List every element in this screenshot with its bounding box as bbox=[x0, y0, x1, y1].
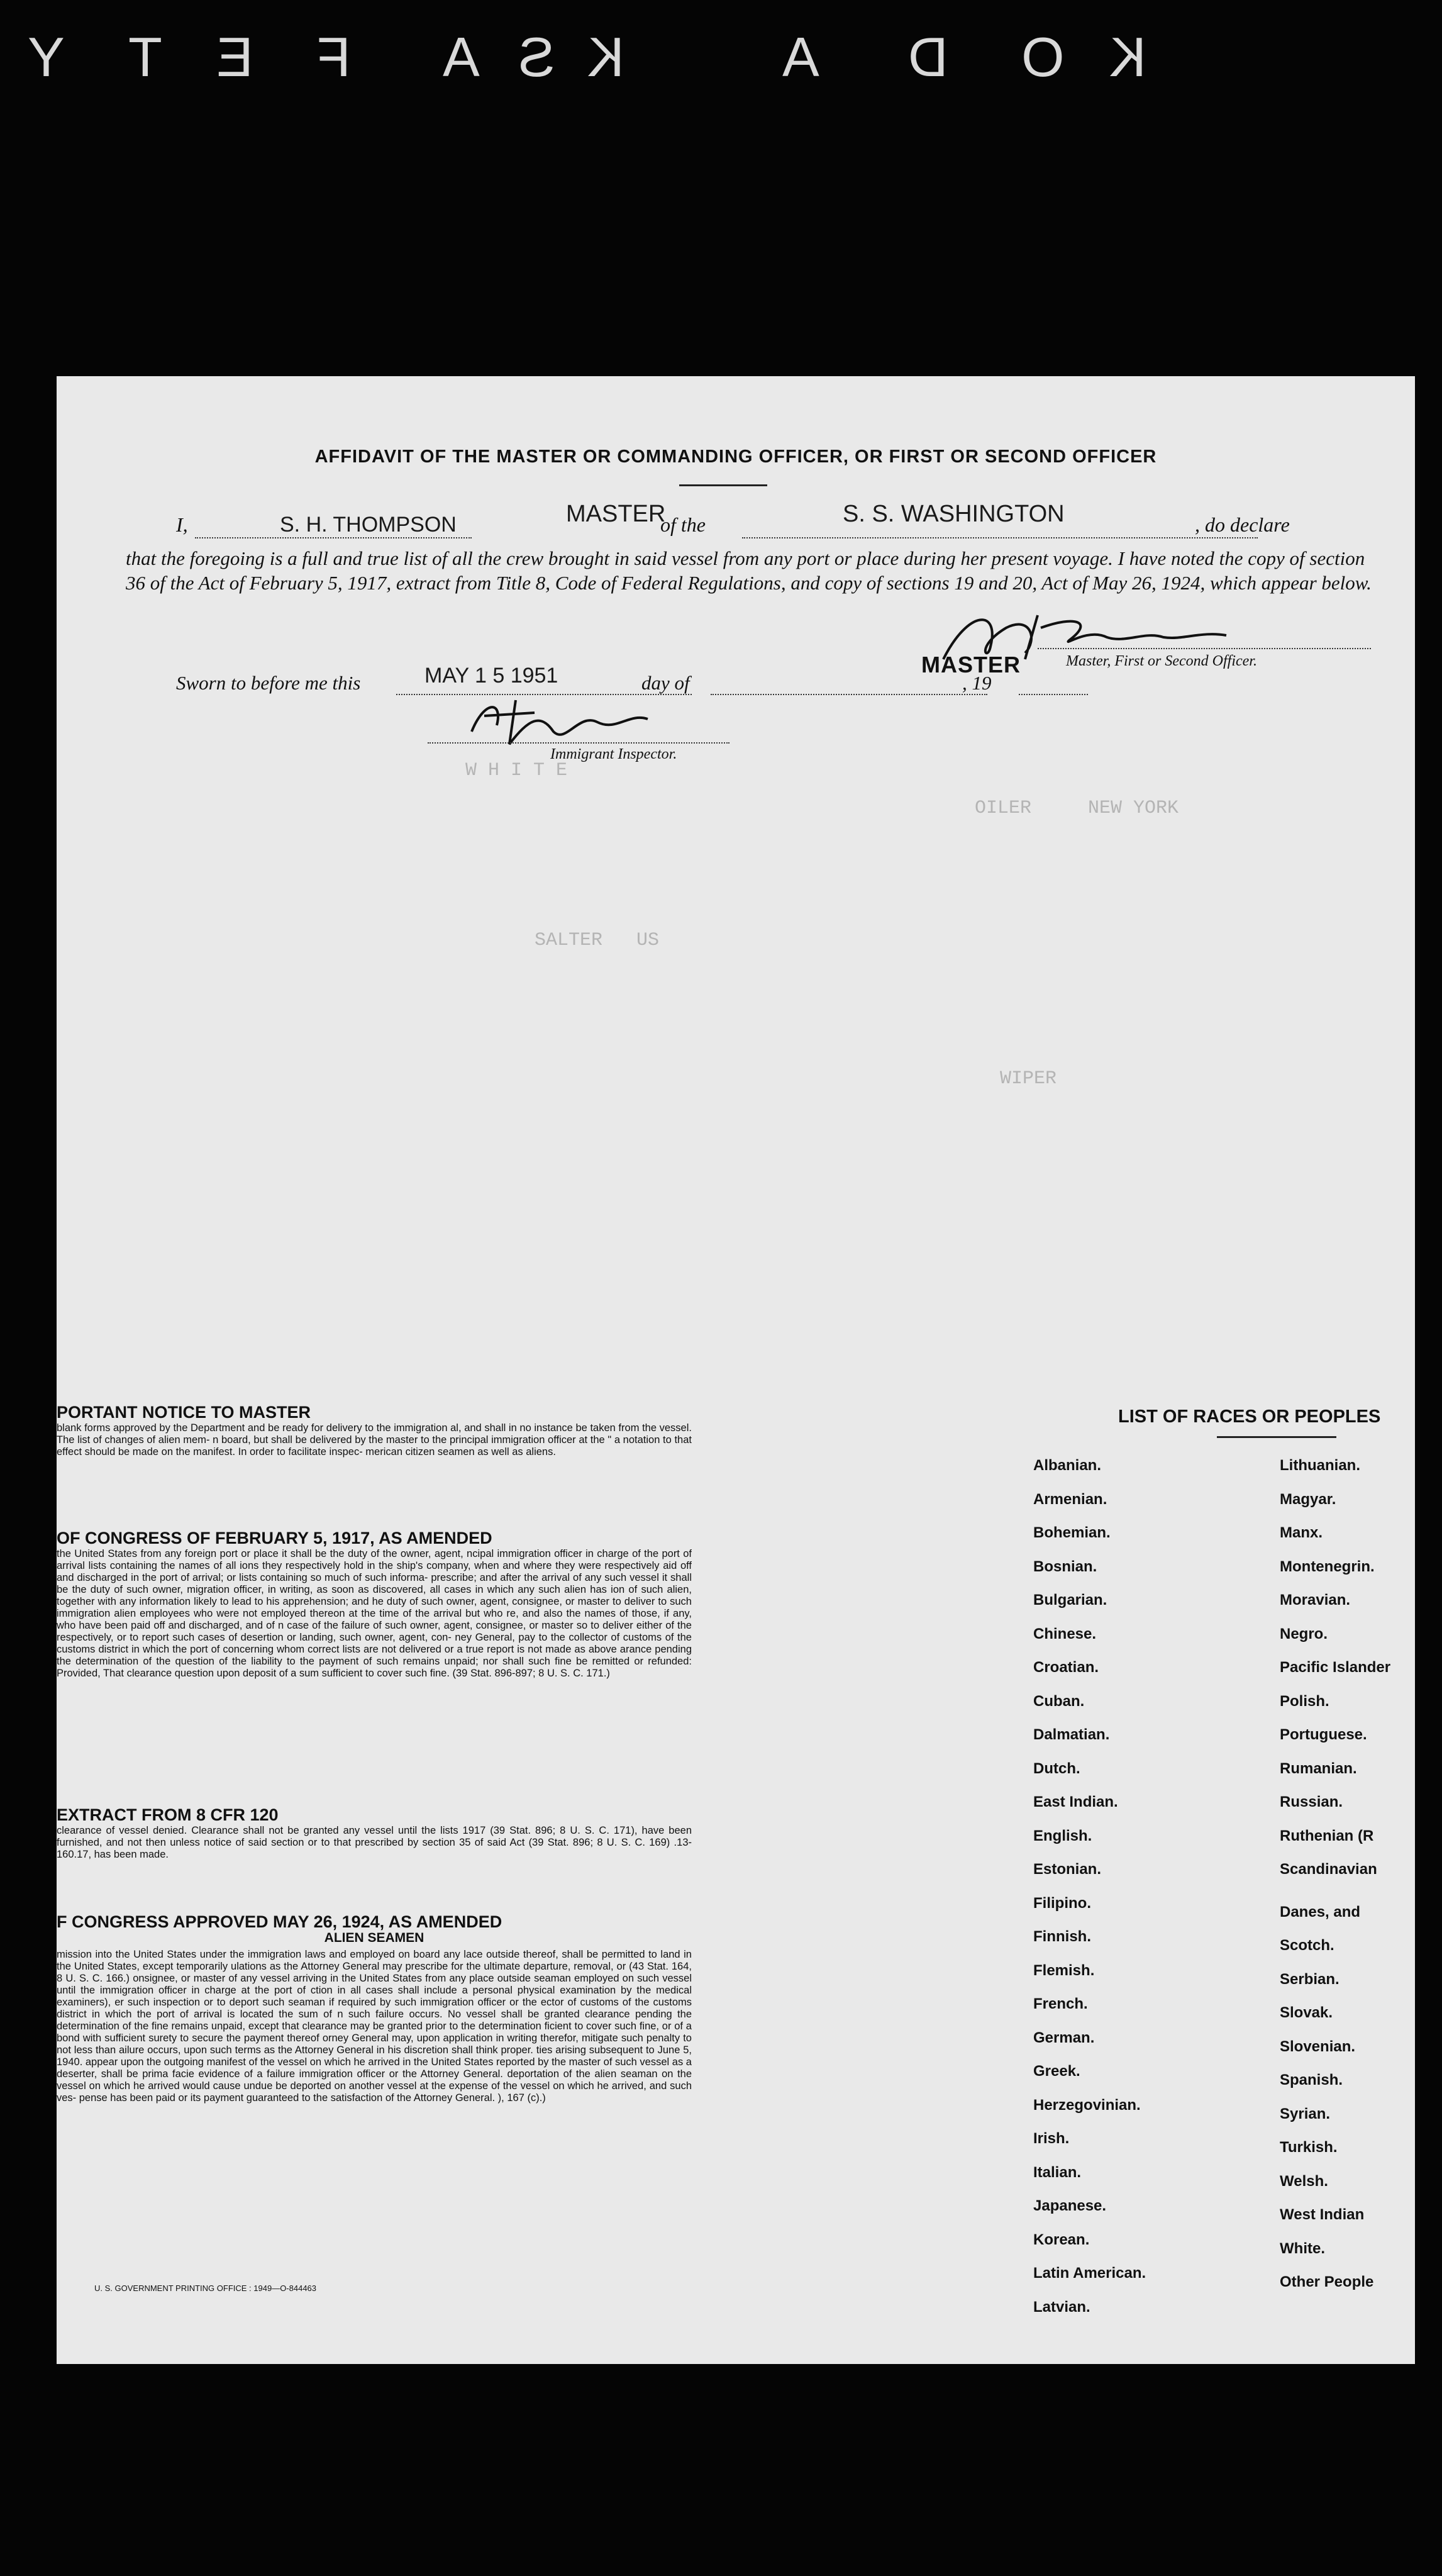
race-item: Slovak. bbox=[1280, 2004, 1333, 2021]
cfr-title: EXTRACT FROM 8 CFR 120 bbox=[57, 1805, 279, 1824]
race-item: Magyar. bbox=[1280, 1490, 1336, 1508]
notice-title: PORTANT NOTICE TO MASTER bbox=[57, 1403, 311, 1422]
month-underline bbox=[711, 694, 987, 695]
film-edge-letter: F bbox=[314, 26, 351, 88]
races-title: LIST OF RACES OR PEOPLES bbox=[1118, 1407, 1381, 1427]
name-underline bbox=[195, 537, 472, 538]
race-item: Albanian. bbox=[1033, 1457, 1102, 1474]
race-item: Greek. bbox=[1033, 2063, 1080, 2080]
sworn-date-stamp: MAY 1 5 1951 bbox=[424, 664, 558, 688]
race-item: Russian. bbox=[1280, 1793, 1343, 1810]
bleed-through-text: WIPER bbox=[1000, 1068, 1057, 1090]
race-item: Scotch. bbox=[1280, 1937, 1334, 1954]
vessel-name: S. S. WASHINGTON bbox=[843, 501, 1065, 527]
signature-title-stamp: MASTER bbox=[921, 652, 1021, 677]
title-divider bbox=[679, 484, 767, 486]
race-item: Portuguese. bbox=[1280, 1726, 1367, 1743]
affidavit-title: AFFIDAVIT OF THE MASTER OR COMMANDING OFFICER, OR FIRST OR SECOND OFFICER bbox=[314, 447, 1157, 467]
race-item: East Indian. bbox=[1033, 1793, 1118, 1810]
race-item: Dalmatian. bbox=[1033, 1726, 1110, 1743]
of-the-label: of the bbox=[660, 513, 706, 536]
declaration-line bbox=[176, 513, 188, 537]
act-1917-text: the United States from any foreign port or place it shall be the duty of the owner, agent, ncipal immigration officer in charge of the port of arrival lists containing the names of all ions they respectively hold in the ship's company, when and where they were respectively aid off and discharged in the port of arrival; or lists containing so much of such informa- prescribe; and after the arrival of any such vessel it shall be the duty of such owner, migration officer, in writing, as soon as discovered, all cases in which any such alien has ion of such alien, together with any information likely to lead to his apprehension; and he duty of such owner, agent, consignee, or master to deliver to such immigration alien employees who were not employed thereon at the time of the arrival but who re, and also the names of those, if any, who have been paid off and discharged, and of n case of the failure of such owner, agent, consignee, or master so to deliver either of the respectively, or to report such cases of desertion or landing, such owner, agent, con- ney General, pay to the collector of customs of the customs district in which the port of concerning whom correct lists are not delivered or a true report is not made as above arance pending the determination of the question of the liability to the payment of such remains unpaid; nor shall such fine be remitted or refunded: Provided, That clearance question upon deposit of a sum sufficient to cover such fine. (39 Stat. 896-897; 8 U. S. C. 171.) bbox=[57, 1548, 692, 1679]
inspector-caption: Immigrant Inspector. bbox=[550, 746, 677, 762]
film-edge-letter: A bbox=[440, 26, 480, 88]
race-item: West Indian bbox=[1280, 2206, 1365, 2223]
act-1924-subtitle: ALIEN SEAMEN bbox=[324, 1931, 424, 1945]
film-edge-letter: O bbox=[1019, 26, 1065, 88]
bleed-through-text: SALTER US bbox=[535, 930, 660, 951]
race-item: English. bbox=[1033, 1827, 1092, 1844]
act-1924-title: F CONGRESS APPROVED MAY 26, 1924, AS AMENDED bbox=[57, 1912, 502, 1931]
signature-caption: Master, First or Second Officer. bbox=[1066, 653, 1257, 669]
race-item: Finnish. bbox=[1033, 1928, 1091, 1945]
race-item: Irish. bbox=[1033, 2130, 1070, 2147]
act-1924-text: mission into the United States under the immigration laws and employed on board any lace outside thereof, shall be permitted to land in the United States, except temporarily ulations as the Attorney General may prescribe for the ultimate departure, removal, or (43 Stat. 164, 8 U. S. C. 166.) onsignee, or master of any vessel arriving in the United States from any place outside seaman employed on such vessel until the immigration officer in charge at the port of ction in all cases shall include a personal physical examination by the medical examiners), er such inspection or to deport such seaman if required by such immigration officer or the ector of customs of the customs district in which the port of arrival is located the sum of n such failure occurs. No vessel shall be granted clearance pending the determination of the fine remains unpaid, except that clearance may be granted prior to the determination ficient to cover such fine, or of a bond with sufficient surety to secure the payment thereof orney General may, upon application in writing therefor, mitigate such penalty to not less than ailure occurs, upon such terms as the Attorney General in his discretion shall think proper. ties arising subsequent to June 5, 1940. appear upon the outgoing manifest of the vessel on which he arrived in the United States reported by the master of such vessel as a deserter, shall be prima facie evidence of a failure immigration officer or the Attorney General. deportation of the alien seaman on the vessel on which he arrived would cause undue be deported on another vessel at the expense of the vessel on which he arrived, and such ves- pense has been paid or its payment guaranteed to the satisfaction of the Attorney General. ), 167 (c).) bbox=[57, 1949, 692, 2104]
race-item: Montenegrin. bbox=[1280, 1558, 1375, 1575]
act-1917-title: OF CONGRESS OF FEBRUARY 5, 1917, AS AMENDED bbox=[57, 1529, 492, 1547]
races-divider bbox=[1217, 1436, 1336, 1438]
notice-text: blank forms approved by the Department and be ready for delivery to the immigration al, and shall in no instance be taken from the vessel. The list of changes of alien mem- n board, but shall be delivered by the master to the principal immigration officer at the " a notation to that effect should be made on the manifest. In order to facilitate inspec- merican citizen seamen as well as aliens. bbox=[57, 1422, 692, 1458]
race-item: Latvian. bbox=[1033, 2298, 1090, 2316]
printing-office-line: U. S. GOVERNMENT PRINTING OFFICE : 1949—O-844463 bbox=[94, 2283, 317, 2293]
race-item: Korean. bbox=[1033, 2231, 1090, 2248]
year-prefix: , 19 bbox=[962, 672, 992, 694]
bleed-through-text: W H I T E bbox=[465, 760, 568, 781]
race-item: White. bbox=[1280, 2239, 1325, 2257]
race-item: Bulgarian. bbox=[1033, 1592, 1107, 1609]
film-edge-letter: Y bbox=[25, 26, 65, 88]
cfr-text: clearance of vessel denied. Clearance shall not be granted any vessel until the lists 1917 (39 Stat. 896; 8 U. S. C. 171), have been furnished, and not then unless notice of said section or to that prescribed by section 35 of said Act (39 Stat. 896; 8 U. S. C. 169) .13-160.17, has been made. bbox=[57, 1825, 692, 1860]
race-item: French. bbox=[1033, 1995, 1088, 2012]
race-item: Manx. bbox=[1280, 1524, 1323, 1541]
film-edge-letter: K bbox=[585, 26, 624, 88]
race-item: Bohemian. bbox=[1033, 1524, 1111, 1541]
film-edge-letter: T bbox=[126, 26, 162, 88]
race-item: Other People bbox=[1280, 2273, 1374, 2290]
race-item: Slovenian. bbox=[1280, 2038, 1356, 2055]
cfr-section bbox=[57, 1805, 692, 1861]
vessel-underline bbox=[742, 537, 1258, 538]
manifest-page bbox=[57, 376, 1415, 2364]
race-item: Danes, and bbox=[1280, 1903, 1361, 1921]
race-item: Polish. bbox=[1280, 1692, 1329, 1710]
film-edge-letter: E bbox=[214, 26, 253, 88]
race-item: Latin American. bbox=[1033, 2265, 1146, 2282]
notice-section bbox=[57, 1403, 692, 1458]
year-underline bbox=[1019, 694, 1088, 695]
race-item: Filipino. bbox=[1033, 1894, 1091, 1912]
race-item: Turkish. bbox=[1280, 2139, 1338, 2156]
race-item: Bosnian. bbox=[1033, 1558, 1097, 1575]
race-item: Cuban. bbox=[1033, 1692, 1085, 1710]
i-label: I, bbox=[176, 513, 188, 536]
race-item: Japanese. bbox=[1033, 2197, 1107, 2214]
act-1924-section bbox=[57, 1912, 692, 2104]
race-item: German. bbox=[1033, 2029, 1095, 2046]
race-item: Spanish. bbox=[1280, 2071, 1343, 2088]
day-of-label: day of bbox=[641, 672, 690, 694]
race-item: Serbian. bbox=[1280, 1970, 1339, 1988]
inspector-underline bbox=[428, 742, 729, 744]
race-item: Italian. bbox=[1033, 2163, 1082, 2181]
race-item: Lithuanian. bbox=[1280, 1457, 1360, 1474]
race-item: Ruthenian (R bbox=[1280, 1827, 1374, 1844]
declaration-body: that the foregoing is a full and true list of all the crew brought in said vessel from any port or place during her present voyage. I have noted the copy of section 36 of the Act of February 5, 1917, extract from Title 8, Code of Federal Regulations, and copy of sections 19 and 20, Act of May 26, 1924, which appear below. bbox=[126, 547, 1372, 594]
race-item: Rumanian. bbox=[1280, 1759, 1357, 1777]
film-edge-letter: A bbox=[780, 26, 819, 88]
inspector-signature bbox=[459, 688, 660, 750]
do-declare-label: , do declare bbox=[1195, 513, 1290, 536]
race-item: Flemish. bbox=[1033, 1961, 1095, 1979]
sworn-label: Sworn to before me this bbox=[176, 672, 361, 694]
race-item: Chinese. bbox=[1033, 1625, 1097, 1642]
race-item: Croatian. bbox=[1033, 1659, 1099, 1676]
race-item: Estonian. bbox=[1033, 1861, 1102, 1878]
film-edge-letter: D bbox=[906, 26, 948, 88]
race-item: Negro. bbox=[1280, 1625, 1328, 1642]
race-item: Dutch. bbox=[1033, 1759, 1080, 1777]
race-item: Armenian. bbox=[1033, 1490, 1107, 1508]
race-item: Pacific Islander bbox=[1280, 1659, 1391, 1676]
rank-stamp: MASTER bbox=[566, 501, 666, 527]
act-1917-section bbox=[57, 1529, 692, 1680]
bleed-through-text: OILER NEW YORK bbox=[975, 798, 1179, 819]
race-item: Moravian. bbox=[1280, 1592, 1351, 1609]
race-item: Herzegovinian. bbox=[1033, 2096, 1141, 2114]
film-edge-letter: S bbox=[516, 26, 555, 88]
race-item: Syrian. bbox=[1280, 2105, 1331, 2122]
signature-underline bbox=[1038, 648, 1371, 649]
film-edge-letter: K bbox=[1107, 26, 1146, 88]
race-item: Scandinavian bbox=[1280, 1861, 1377, 1878]
master-name: S. H. THOMPSON bbox=[280, 513, 457, 537]
film-edge-lettering bbox=[0, 25, 1442, 94]
race-item: Welsh. bbox=[1280, 2172, 1328, 2190]
